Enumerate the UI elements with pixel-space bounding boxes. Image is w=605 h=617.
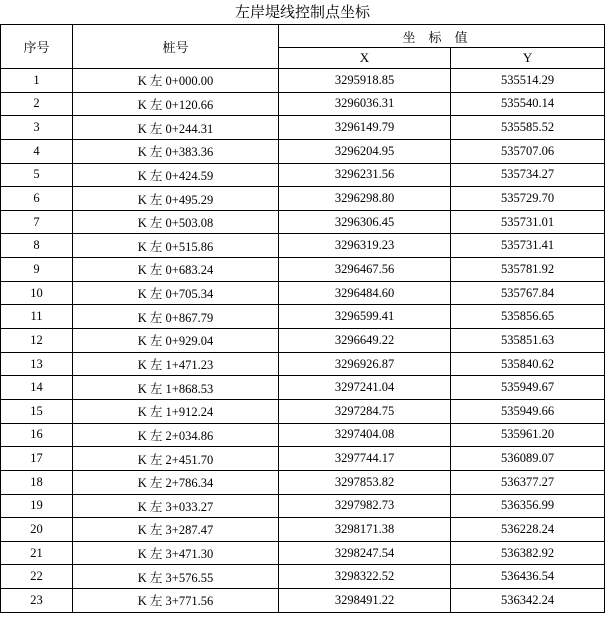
row-pile: K 左 2+034.86 [73, 423, 279, 447]
table-row [1, 139, 605, 163]
table-row [1, 163, 605, 187]
row-x: 3296467.56 [279, 258, 451, 282]
row-x: 3298171.38 [279, 518, 451, 542]
table-row [1, 589, 605, 613]
table-row [1, 494, 605, 518]
row-y: 535540.14 [451, 92, 605, 116]
table-row [1, 187, 605, 211]
row-index: 22 [1, 565, 73, 589]
row-pile: K 左 0+000.00 [73, 69, 279, 93]
row-y: 535781.92 [451, 258, 605, 282]
row-x: 3298491.22 [279, 589, 451, 613]
row-index: 20 [1, 518, 73, 542]
row-x: 3297744.17 [279, 447, 451, 471]
row-x: 3296484.60 [279, 281, 451, 305]
row-pile: K 左 2+451.70 [73, 447, 279, 471]
row-pile: K 左 0+424.59 [73, 163, 279, 187]
header-coordinate: 坐标值 [279, 25, 605, 48]
row-y: 535707.06 [451, 139, 605, 163]
row-y: 535856.65 [451, 305, 605, 329]
table-row [1, 258, 605, 282]
row-index: 1 [1, 69, 73, 93]
row-y: 535767.84 [451, 281, 605, 305]
row-pile: K 左 3+287.47 [73, 518, 279, 542]
table-row [1, 210, 605, 234]
row-x: 3296319.23 [279, 234, 451, 258]
row-pile: K 左 1+912.24 [73, 399, 279, 423]
header-y: Y [451, 48, 605, 69]
row-x: 3296298.80 [279, 187, 451, 211]
row-y: 536228.24 [451, 518, 605, 542]
row-y: 536356.99 [451, 494, 605, 518]
table-row [1, 470, 605, 494]
row-y: 535514.29 [451, 69, 605, 93]
row-y: 536436.54 [451, 565, 605, 589]
table-row [1, 376, 605, 400]
row-index: 4 [1, 139, 73, 163]
table-header [1, 25, 605, 69]
table-row [1, 69, 605, 93]
row-pile: K 左 0+120.66 [73, 92, 279, 116]
row-x: 3297982.73 [279, 494, 451, 518]
header-index: 序号 [1, 25, 73, 69]
table-row [1, 423, 605, 447]
row-index: 11 [1, 305, 73, 329]
row-y: 535949.67 [451, 376, 605, 400]
header-pile: 桩号 [73, 25, 279, 69]
table-body [1, 69, 605, 613]
row-pile: K 左 0+503.08 [73, 210, 279, 234]
row-y: 535731.41 [451, 234, 605, 258]
row-pile: K 左 2+786.34 [73, 470, 279, 494]
coordinate-table [0, 24, 605, 613]
row-x: 3296231.56 [279, 163, 451, 187]
row-y: 535840.62 [451, 352, 605, 376]
row-x: 3296036.31 [279, 92, 451, 116]
row-x: 3298322.52 [279, 565, 451, 589]
row-x: 3296306.45 [279, 210, 451, 234]
table-row [1, 399, 605, 423]
row-pile: K 左 0+495.29 [73, 187, 279, 211]
table-row [1, 541, 605, 565]
row-pile: K 左 3+033.27 [73, 494, 279, 518]
table-row [1, 518, 605, 542]
row-y: 536342.24 [451, 589, 605, 613]
row-index: 2 [1, 92, 73, 116]
row-y: 535961.20 [451, 423, 605, 447]
row-index: 10 [1, 281, 73, 305]
row-pile: K 左 3+576.55 [73, 565, 279, 589]
row-y: 536382.92 [451, 541, 605, 565]
table-row [1, 234, 605, 258]
row-y: 536377.27 [451, 470, 605, 494]
header-x: X [279, 48, 451, 69]
row-index: 17 [1, 447, 73, 471]
table-row [1, 281, 605, 305]
row-pile: K 左 3+771.56 [73, 589, 279, 613]
row-x: 3297404.08 [279, 423, 451, 447]
row-x: 3296149.79 [279, 116, 451, 140]
row-x: 3297853.82 [279, 470, 451, 494]
table-row [1, 352, 605, 376]
row-index: 23 [1, 589, 73, 613]
row-y: 535731.01 [451, 210, 605, 234]
row-index: 8 [1, 234, 73, 258]
table-row [1, 116, 605, 140]
row-pile: K 左 0+683.24 [73, 258, 279, 282]
row-pile: K 左 3+471.30 [73, 541, 279, 565]
row-index: 14 [1, 376, 73, 400]
row-index: 5 [1, 163, 73, 187]
row-index: 19 [1, 494, 73, 518]
row-index: 9 [1, 258, 73, 282]
page-title: 左岸堤线控制点坐标 [234, 3, 370, 21]
table-row [1, 565, 605, 589]
row-index: 13 [1, 352, 73, 376]
row-pile: K 左 0+244.31 [73, 116, 279, 140]
row-x: 3297241.04 [279, 376, 451, 400]
row-x: 3296599.41 [279, 305, 451, 329]
row-x: 3296926.87 [279, 352, 451, 376]
row-pile: K 左 1+868.53 [73, 376, 279, 400]
row-x: 3296649.22 [279, 329, 451, 353]
row-pile: K 左 0+383.36 [73, 139, 279, 163]
row-index: 16 [1, 423, 73, 447]
row-y: 535729.70 [451, 187, 605, 211]
row-index: 3 [1, 116, 73, 140]
row-pile: K 左 0+929.04 [73, 329, 279, 353]
row-index: 6 [1, 187, 73, 211]
row-index: 12 [1, 329, 73, 353]
row-pile: K 左 0+705.34 [73, 281, 279, 305]
row-index: 7 [1, 210, 73, 234]
row-pile: K 左 1+471.23 [73, 352, 279, 376]
row-x: 3296204.95 [279, 139, 451, 163]
row-y: 535734.27 [451, 163, 605, 187]
table-row [1, 447, 605, 471]
row-index: 18 [1, 470, 73, 494]
row-index: 21 [1, 541, 73, 565]
row-y: 535851.63 [451, 329, 605, 353]
row-y: 536089.07 [451, 447, 605, 471]
table-row [1, 305, 605, 329]
row-pile: K 左 0+515.86 [73, 234, 279, 258]
row-x: 3298247.54 [279, 541, 451, 565]
table-row [1, 92, 605, 116]
row-y: 535585.52 [451, 116, 605, 140]
table-row [1, 329, 605, 353]
row-y: 535949.66 [451, 399, 605, 423]
row-index: 15 [1, 399, 73, 423]
row-x: 3297284.75 [279, 399, 451, 423]
row-pile: K 左 0+867.79 [73, 305, 279, 329]
row-x: 3295918.85 [279, 69, 451, 93]
